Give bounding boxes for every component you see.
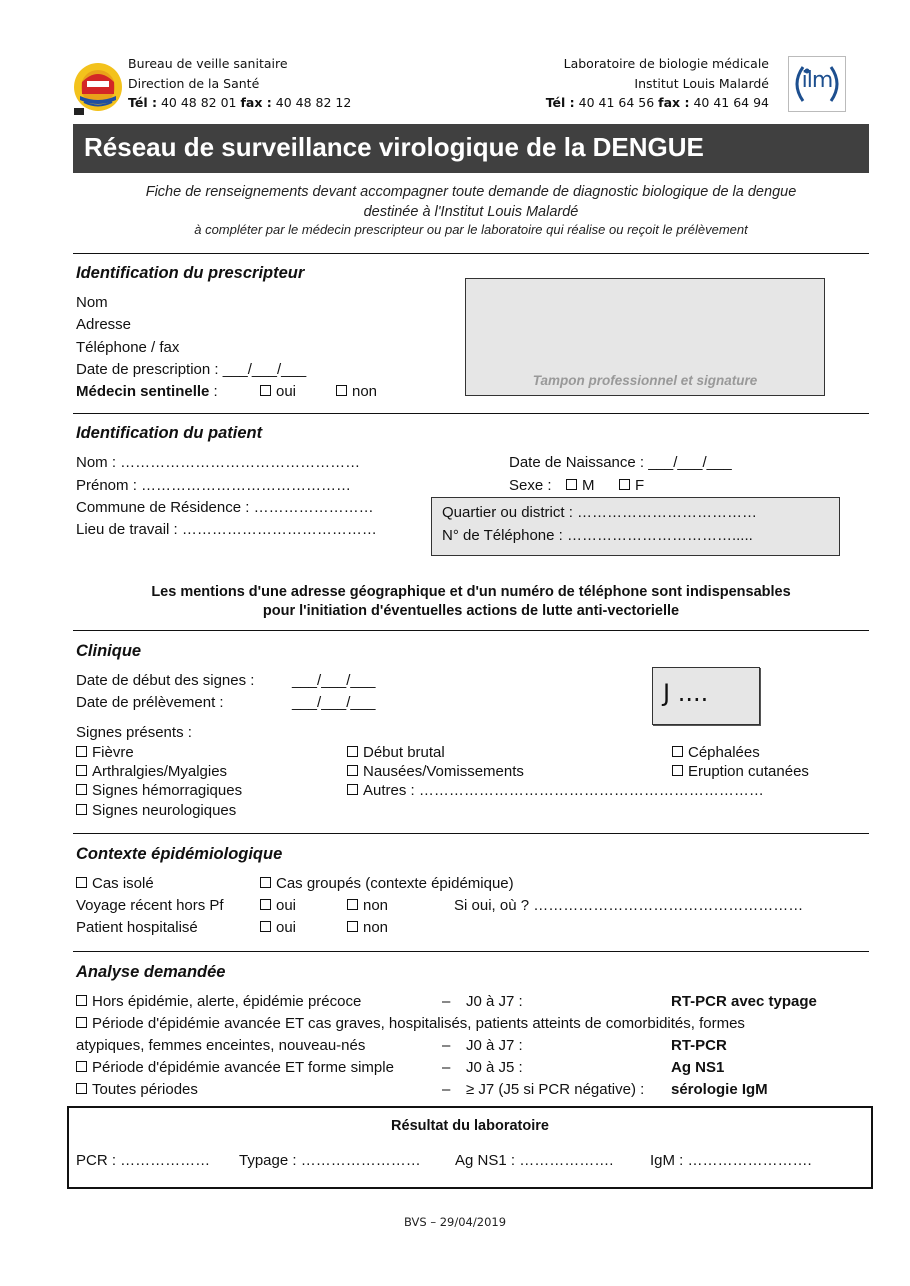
- checkbox-icon[interactable]: [347, 899, 358, 910]
- prescripteur-nom-label: Nom: [76, 294, 108, 311]
- patient-prenom-field[interactable]: Prénom : ……………………………………: [76, 477, 352, 494]
- divider: [73, 413, 869, 414]
- analyse-range: J0 à J5 :: [466, 1059, 523, 1076]
- checkbox-icon[interactable]: [76, 1083, 87, 1094]
- header-left-line: Bureau de veille sanitaire: [128, 56, 288, 71]
- analyse-test: sérologie IgM: [671, 1081, 768, 1098]
- checkbox-icon[interactable]: [260, 385, 271, 396]
- checkbox-icon[interactable]: [76, 746, 87, 757]
- checkbox-icon[interactable]: [76, 784, 87, 795]
- resultat-box: [67, 1106, 873, 1189]
- title-banner: [73, 124, 869, 173]
- hospitalise-label: Patient hospitalisé: [76, 919, 198, 936]
- subtitle: [73, 182, 869, 238]
- analyse-dash: –: [442, 1059, 451, 1076]
- checkbox-icon[interactable]: [260, 899, 271, 910]
- checkbox-icon[interactable]: [76, 995, 87, 1006]
- notice: [73, 583, 869, 621]
- analyse-option-checkbox[interactable]: Toutes périodes: [76, 1081, 198, 1098]
- cas-groupes-checkbox[interactable]: Cas groupés (contexte épidémique): [260, 875, 514, 892]
- analyse-range: ≥ J7 (J5 si PCR négative) :: [466, 1081, 645, 1098]
- divider: [73, 630, 869, 631]
- cas-isole-checkbox[interactable]: Cas isolé: [76, 875, 154, 892]
- checkbox-icon[interactable]: [672, 765, 683, 776]
- checkbox-icon[interactable]: [76, 804, 87, 815]
- sentinelle-oui-checkbox[interactable]: oui: [260, 383, 296, 400]
- patient-naissance-field[interactable]: Date de Naissance : ___/___/___: [509, 454, 732, 471]
- stamp-box[interactable]: [465, 278, 825, 396]
- analyse-option-checkbox[interactable]: Période d'épidémie avancée ET forme simple: [76, 1059, 394, 1076]
- prelevement-field[interactable]: ___/___/___: [292, 694, 376, 711]
- checkbox-icon[interactable]: [260, 877, 271, 888]
- j-box-label: J ....: [663, 679, 709, 707]
- voyage-lieu-field[interactable]: Si oui, où ? ………………………………………………: [454, 897, 804, 914]
- checkbox-icon[interactable]: [76, 765, 87, 776]
- header-right: [546, 54, 769, 113]
- sexe-m-checkbox[interactable]: M: [566, 477, 595, 494]
- resultat-agns1-field[interactable]: Ag NS1 : ……………….: [455, 1152, 614, 1169]
- checkbox-icon[interactable]: [336, 385, 347, 396]
- section-heading-prescripteur: Identification du prescripteur: [76, 264, 305, 282]
- signe-checkbox[interactable]: Nausées/Vomissements: [347, 763, 524, 780]
- resultat-pcr-field[interactable]: PCR : ………………: [76, 1152, 211, 1169]
- ilm-logo-text: ilm: [801, 68, 833, 93]
- analyse-dash: –: [442, 1037, 451, 1054]
- analyse-dash: –: [442, 1081, 451, 1098]
- prescription-date-field[interactable]: Date de prescription : ___/___/___: [76, 361, 307, 378]
- patient-sexe-label: Sexe :: [509, 477, 552, 494]
- page-title: Réseau de surveillance virologique de la DENGUE: [84, 132, 704, 162]
- checkbox-icon[interactable]: [566, 479, 577, 490]
- footer: BVS – 29/04/2019: [403, 1215, 507, 1229]
- notice-line: Les mentions d'une adresse géographique et d'un numéro de téléphone sont indispensables: [151, 584, 791, 600]
- checkbox-icon[interactable]: [76, 877, 87, 888]
- prescripteur-adresse-label: Adresse: [76, 316, 132, 333]
- notice-line: pour l'initiation d'éventuelles actions de lutte anti-vectorielle: [262, 603, 680, 619]
- ilm-logo: [788, 56, 846, 112]
- signe-checkbox[interactable]: Début brutal: [347, 744, 445, 761]
- analyse-test: Ag NS1: [671, 1059, 725, 1076]
- sentinelle-row: Médecin sentinelle :: [76, 383, 218, 400]
- analyse-dash: –: [442, 993, 451, 1010]
- checkbox-icon[interactable]: [76, 1061, 87, 1072]
- signe-checkbox[interactable]: Eruption cutanées: [672, 763, 809, 780]
- voyage-label: Voyage récent hors Pf: [76, 897, 224, 914]
- checkbox-icon[interactable]: [347, 765, 358, 776]
- section-heading-patient: Identification du patient: [76, 424, 263, 442]
- address-box: [431, 497, 840, 556]
- prelevement-label: Date de prélèvement :: [76, 694, 224, 711]
- resultat-heading: Résultat du laboratoire: [391, 1118, 549, 1134]
- hospitalise-oui-checkbox[interactable]: oui: [260, 919, 296, 936]
- analyse-option-checkbox[interactable]: Période d'épidémie avancée ET cas graves, hospitalisés, patients atteints de comorbidités, formes: [76, 1015, 745, 1032]
- header-right-line: Laboratoire de biologie médicale: [563, 56, 769, 71]
- divider: [73, 833, 869, 834]
- checkbox-icon[interactable]: [672, 746, 683, 757]
- patient-commune-field[interactable]: Commune de Résidence : ……………………: [76, 499, 374, 516]
- checkbox-icon[interactable]: [347, 784, 358, 795]
- checkbox-icon[interactable]: [347, 746, 358, 757]
- voyage-non-checkbox[interactable]: non: [347, 897, 388, 914]
- header-right-line: Institut Louis Malardé: [634, 75, 769, 91]
- sentinelle-non-checkbox[interactable]: non: [336, 383, 377, 400]
- analyse-range: J0 à J7 :: [466, 993, 523, 1010]
- prescripteur-telephone-label: Téléphone / fax: [76, 339, 180, 356]
- header-left-tel: Tél : 40 48 82 01 fax : 40 48 82 12: [128, 95, 352, 110]
- header-left: [128, 54, 351, 113]
- signe-autres-checkbox[interactable]: Autres : ……………………………………………………………: [347, 782, 764, 799]
- header-right-tel: Tél : 40 41 64 56 fax : 40 41 64 94: [545, 95, 769, 110]
- resultat-typage-field[interactable]: Typage : ……………………: [239, 1152, 421, 1169]
- resultat-igm-field[interactable]: IgM : …………………….: [650, 1152, 812, 1169]
- analyse-option-checkbox[interactable]: Hors épidémie, alerte, épidémie précoce: [76, 993, 361, 1010]
- sexe-f-checkbox[interactable]: F: [619, 477, 644, 494]
- checkbox-icon[interactable]: [76, 1017, 87, 1028]
- signe-checkbox[interactable]: Signes hémorragiques: [76, 782, 242, 799]
- section-heading-contexte: Contexte épidémiologique: [76, 845, 283, 863]
- subtitle-note: à compléter par le médecin prescripteur ou par le laboratoire qui réalise ou reçoit le prélèvement: [194, 222, 748, 237]
- j-box[interactable]: [652, 667, 760, 725]
- patient-lieu-field[interactable]: Lieu de travail : …………………………………: [76, 521, 377, 538]
- checkbox-icon[interactable]: [347, 921, 358, 932]
- debut-signes-label: Date de début des signes :: [76, 672, 255, 689]
- divider: [73, 951, 869, 952]
- signes-label: Signes présents :: [76, 724, 192, 741]
- signe-checkbox[interactable]: Céphalées: [672, 744, 760, 761]
- divider: [73, 253, 869, 254]
- analyse-test: RT-PCR avec typage: [671, 993, 817, 1010]
- section-heading-analyse: Analyse demandée: [76, 963, 226, 981]
- signe-checkbox[interactable]: Arthralgies/Myalgies: [76, 763, 227, 780]
- voyage-oui-checkbox[interactable]: oui: [260, 897, 296, 914]
- analyse-range: J0 à J7 :: [466, 1037, 523, 1054]
- sentinelle-label: Médecin sentinelle: [76, 383, 210, 400]
- signe-checkbox[interactable]: Signes neurologiques: [76, 802, 236, 819]
- analyse-test: RT-PCR: [671, 1037, 727, 1054]
- patient-nom-field[interactable]: Nom : …………………………………………: [76, 454, 361, 471]
- subtitle-line: Fiche de renseignements devant accompagner toute demande de diagnostic biologique de la dengue: [145, 184, 797, 200]
- hospitalise-non-checkbox[interactable]: non: [347, 919, 388, 936]
- quartier-field[interactable]: Quartier ou district : ………………………………: [442, 504, 758, 521]
- checkbox-icon[interactable]: [260, 921, 271, 932]
- debut-signes-field[interactable]: ___/___/___: [292, 672, 376, 689]
- checkbox-icon[interactable]: [619, 479, 630, 490]
- analyse-option-continuation: atypiques, femmes enceintes, nouveau-nés: [76, 1037, 366, 1054]
- stamp-label: Tampon professionnel et signature: [532, 373, 758, 388]
- section-heading-clinique: Clinique: [76, 642, 142, 660]
- subtitle-line: destinée à l'Institut Louis Malardé: [363, 204, 579, 220]
- patient-telephone-field[interactable]: N° de Téléphone : …………………………….....: [442, 527, 753, 544]
- header-left-line: Direction de la Santé: [128, 75, 260, 91]
- signe-checkbox[interactable]: Fièvre: [76, 744, 134, 761]
- polynesia-logo: [72, 60, 124, 116]
